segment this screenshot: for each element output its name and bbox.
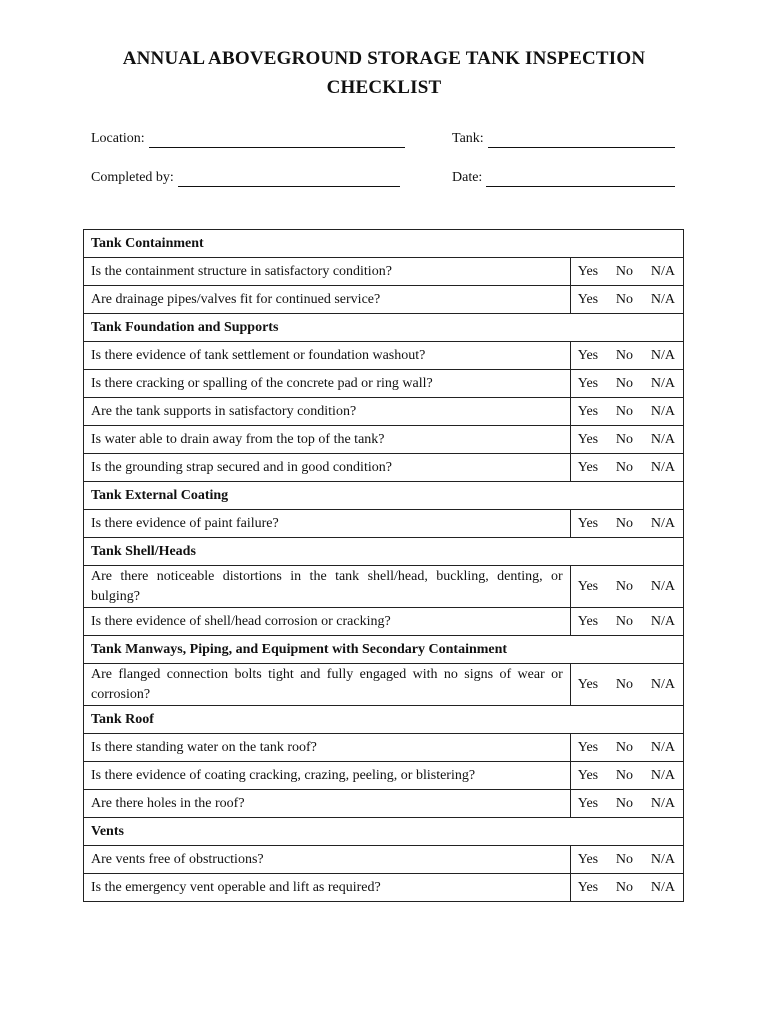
answer-options — [571, 850, 683, 870]
answer-na-option[interactable]: N/A — [650, 613, 675, 629]
answer-na-option[interactable]: N/A — [650, 291, 675, 307]
answer-options — [571, 612, 683, 632]
tank-field — [452, 130, 675, 148]
answer-options-cell — [570, 454, 683, 482]
section-header-row — [84, 706, 684, 734]
question-text: Is the grounding strap secured and in good condition? — [84, 454, 571, 482]
answer-options-cell — [570, 370, 683, 398]
answer-yes-option[interactable]: Yes — [577, 459, 599, 475]
answer-options — [571, 262, 683, 282]
answer-options — [571, 675, 683, 695]
answer-options — [571, 290, 683, 310]
answer-options-cell — [570, 608, 683, 636]
section-header-row — [84, 482, 684, 510]
answer-yes-option[interactable]: Yes — [577, 613, 599, 629]
section-heading: Tank Containment — [84, 230, 684, 258]
section-heading: Vents — [84, 818, 684, 846]
answer-na-option[interactable]: N/A — [650, 431, 675, 447]
question-text: Are the tank supports in satisfactory condition? — [84, 398, 571, 426]
answer-yes-option[interactable]: Yes — [577, 403, 599, 419]
checklist-question-row — [84, 608, 684, 636]
answer-yes-option[interactable]: Yes — [577, 347, 599, 363]
question-text: Is there standing water on the tank roof? — [84, 734, 571, 762]
answer-options — [571, 374, 683, 394]
answer-options — [571, 577, 683, 597]
section-header-row — [84, 314, 684, 342]
answer-options-cell — [570, 342, 683, 370]
answer-no-option[interactable]: No — [615, 879, 634, 895]
checklist-question-row — [84, 286, 684, 314]
answer-yes-option[interactable]: Yes — [577, 879, 599, 895]
checklist-question-row — [84, 426, 684, 454]
question-text: Are there noticeable distortions in the tank shell/head, buckling, denting, or bulging? — [84, 566, 571, 608]
answer-yes-option[interactable]: Yes — [577, 851, 599, 867]
answer-options — [571, 514, 683, 534]
date-field — [452, 169, 675, 187]
tank-blank-line[interactable] — [488, 133, 675, 148]
answer-no-option[interactable]: No — [615, 515, 634, 531]
answer-options — [571, 458, 683, 478]
answer-no-option[interactable]: No — [615, 291, 634, 307]
location-label: Location: — [91, 131, 145, 146]
tank-label: Tank: — [452, 131, 484, 146]
checklist-question-row — [84, 874, 684, 902]
answer-options-cell — [570, 398, 683, 426]
checklist-question-row — [84, 566, 684, 608]
completed-by-field — [91, 169, 400, 187]
answer-options-cell — [570, 286, 683, 314]
document-title-line-1: ANNUAL ABOVEGROUND STORAGE TANK INSPECTION — [122, 48, 646, 69]
answer-options-cell — [570, 790, 683, 818]
question-text: Is there evidence of tank settlement or foundation washout? — [84, 342, 571, 370]
answer-na-option[interactable]: N/A — [650, 263, 675, 279]
answer-options — [571, 346, 683, 366]
section-heading: Tank Manways, Piping, and Equipment with Secondary Containment — [84, 636, 684, 664]
section-heading: Tank Roof — [84, 706, 684, 734]
answer-na-option[interactable]: N/A — [650, 739, 675, 755]
checklist-question-row — [84, 790, 684, 818]
question-text: Is water able to drain away from the top of the tank? — [84, 426, 571, 454]
answer-na-option[interactable]: N/A — [650, 767, 675, 783]
checklist-question-row — [84, 398, 684, 426]
answer-no-option[interactable]: No — [615, 347, 634, 363]
document-title-line-2: CHECKLIST — [326, 77, 442, 98]
answer-yes-option[interactable]: Yes — [577, 578, 599, 594]
checklist-question-row — [84, 664, 684, 706]
question-text: Are flanged connection bolts tight and fully engaged with no signs of wear or corrosion? — [84, 664, 571, 706]
completed-by-label: Completed by: — [91, 170, 174, 185]
answer-options-cell — [570, 734, 683, 762]
answer-yes-option[interactable]: Yes — [577, 291, 599, 307]
section-header-row — [84, 636, 684, 664]
answer-no-option[interactable]: No — [615, 431, 634, 447]
completed-by-blank-line[interactable] — [178, 172, 400, 187]
location-blank-line[interactable] — [149, 133, 405, 148]
answer-na-option[interactable]: N/A — [650, 515, 675, 531]
answer-options-cell — [570, 426, 683, 454]
answer-options-cell — [570, 566, 683, 608]
section-heading: Tank External Coating — [84, 482, 684, 510]
section-header-row — [84, 818, 684, 846]
answer-no-option[interactable]: No — [615, 795, 634, 811]
checklist-question-row — [84, 258, 684, 286]
answer-options — [571, 738, 683, 758]
checklist-question-row — [84, 510, 684, 538]
answer-no-option[interactable]: No — [615, 263, 634, 279]
section-header-row — [84, 230, 684, 258]
question-text: Is there evidence of coating cracking, crazing, peeling, or blistering? — [84, 762, 571, 790]
checklist-body — [84, 230, 684, 902]
answer-na-option[interactable]: N/A — [650, 347, 675, 363]
section-heading: Tank Foundation and Supports — [84, 314, 684, 342]
answer-yes-option[interactable]: Yes — [577, 263, 599, 279]
answer-na-option[interactable]: N/A — [650, 459, 675, 475]
answer-options — [571, 794, 683, 814]
inspection-checklist-table — [83, 229, 684, 902]
question-text: Is there evidence of shell/head corrosion or cracking? — [84, 608, 571, 636]
answer-options — [571, 878, 683, 898]
answer-no-option[interactable]: No — [615, 375, 634, 391]
answer-yes-option[interactable]: Yes — [577, 795, 599, 811]
date-blank-line[interactable] — [486, 172, 675, 187]
answer-no-option[interactable]: No — [615, 739, 634, 755]
answer-no-option[interactable]: No — [615, 403, 634, 419]
answer-yes-option[interactable]: Yes — [577, 676, 599, 692]
answer-options-cell — [570, 846, 683, 874]
checklist-question-row — [84, 734, 684, 762]
answer-yes-option[interactable]: Yes — [577, 739, 599, 755]
checklist-question-row — [84, 762, 684, 790]
answer-na-option[interactable]: N/A — [650, 879, 675, 895]
section-header-row — [84, 538, 684, 566]
answer-options-cell — [570, 510, 683, 538]
checklist-question-row — [84, 454, 684, 482]
answer-options — [571, 402, 683, 422]
answer-no-option[interactable]: No — [615, 459, 634, 475]
answer-options — [571, 430, 683, 450]
answer-options-cell — [570, 762, 683, 790]
answer-na-option[interactable]: N/A — [650, 403, 675, 419]
answer-yes-option[interactable]: Yes — [577, 767, 599, 783]
question-text: Is there cracking or spalling of the concrete pad or ring wall? — [84, 370, 571, 398]
answer-na-option[interactable]: N/A — [650, 578, 675, 594]
answer-no-option[interactable]: No — [615, 851, 634, 867]
checklist-question-row — [84, 342, 684, 370]
answer-no-option[interactable]: No — [615, 578, 634, 594]
answer-na-option[interactable]: N/A — [650, 851, 675, 867]
answer-yes-option[interactable]: Yes — [577, 431, 599, 447]
date-label: Date: — [452, 170, 483, 185]
answer-options-cell — [570, 258, 683, 286]
answer-no-option[interactable]: No — [615, 767, 634, 783]
location-field — [91, 130, 405, 148]
question-text: Are there holes in the roof? — [84, 790, 571, 818]
answer-na-option[interactable]: N/A — [650, 795, 675, 811]
section-heading: Tank Shell/Heads — [84, 538, 684, 566]
question-text: Are vents free of obstructions? — [84, 846, 571, 874]
answer-options — [571, 766, 683, 786]
answer-na-option[interactable]: N/A — [650, 375, 675, 391]
question-text: Is there evidence of paint failure? — [84, 510, 571, 538]
question-text: Are drainage pipes/valves fit for continued service? — [84, 286, 571, 314]
answer-no-option[interactable]: No — [615, 613, 634, 629]
answer-options-cell — [570, 664, 683, 706]
document-title — [0, 44, 768, 102]
checklist-question-row — [84, 846, 684, 874]
answer-no-option[interactable]: No — [615, 676, 634, 692]
answer-yes-option[interactable]: Yes — [577, 515, 599, 531]
question-text: Is the containment structure in satisfactory condition? — [84, 258, 571, 286]
answer-yes-option[interactable]: Yes — [577, 375, 599, 391]
question-text: Is the emergency vent operable and lift as required? — [84, 874, 571, 902]
answer-options-cell — [570, 874, 683, 902]
answer-na-option[interactable]: N/A — [650, 676, 675, 692]
checklist-question-row — [84, 370, 684, 398]
